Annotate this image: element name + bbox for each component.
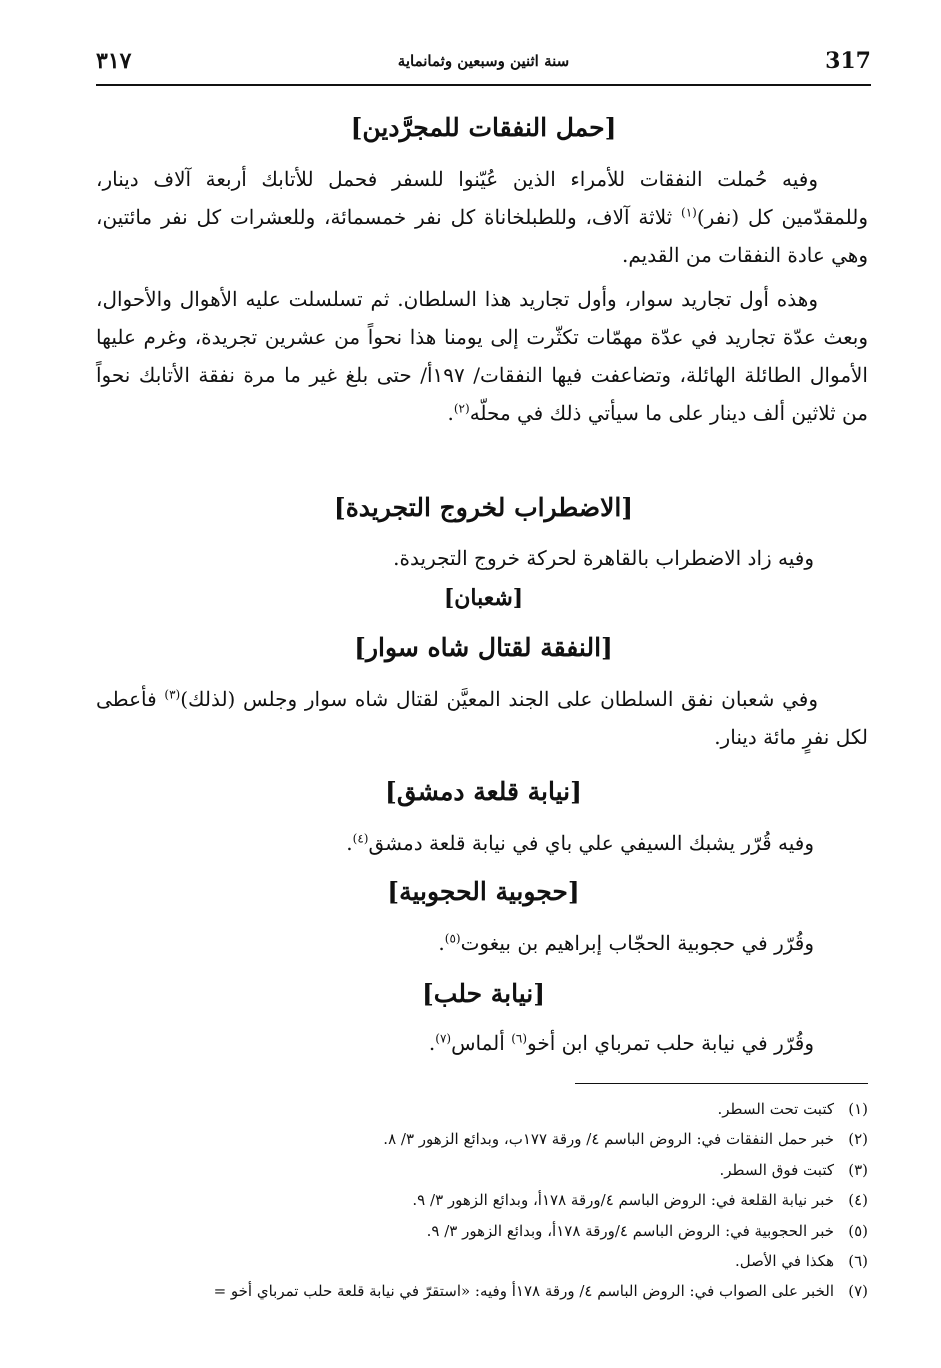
footnote: (٦)هكذا في الأصل. bbox=[734, 1252, 868, 1271]
footnote-ref: (٥) bbox=[444, 931, 461, 946]
month-heading: [شعبان] bbox=[443, 585, 524, 611]
section-heading: [حمل النفقات للمجرَّدين] bbox=[350, 113, 617, 142]
header-rule bbox=[96, 84, 871, 86]
footnote: (٧)الخبر على الصواب في: الروض الباسم ٤/ ورقة ١٧٨أ وفيه: «استقرّ في نيابة قلعة حلب تمرباي أخو = bbox=[213, 1282, 868, 1301]
section-heading: [حجوبية الحجوبية] bbox=[387, 877, 580, 906]
paragraph: وفي شعبان نفق السلطان على الجند المعيَّن لقتال شاه سوار وجلس (لذلك)$^{(٣)}$ فأعطى لكل نفرٍ مائة دينار. bbox=[96, 687, 868, 749]
footnote: (١)كتبت تحت السطر. bbox=[717, 1100, 868, 1118]
section-heading: [الاضطراب لخروج التجريدة] bbox=[333, 493, 634, 522]
page-number-latin: 317 bbox=[825, 48, 871, 74]
footnote-separator bbox=[575, 1083, 868, 1084]
footnotes-list bbox=[74, 1094, 868, 1307]
paragraph: وقُرّر في نيابة حلب تمرباي ابن أخو$^{(٦)}$ ألماس$^{(٧)}$. bbox=[428, 1031, 814, 1055]
running-title: سنة اثنين وسبعين وثمانماية bbox=[397, 52, 570, 70]
footnote-ref: (٧) bbox=[435, 1031, 452, 1046]
page-header bbox=[96, 48, 871, 84]
footnote: (٤)خبر نيابة القلعة في: الروض الباسم ٤/ورقة ١٧٨أ، وبدائع الزهور ٣/ ٩. bbox=[412, 1191, 868, 1210]
section-heading: [النفقة لقتال شاه سوار] bbox=[354, 633, 613, 662]
footnote-ref: (٣) bbox=[164, 687, 181, 702]
footnote: (٥)خبر الحجوبية في: الروض الباسم ٤/ورقة ١٧٨أ، وبدائع الزهور ٣/ ٩. bbox=[426, 1221, 868, 1240]
footnote: (٢)خبر حمل النفقات في: الروض الباسم ٤/ ورقة ١٧٧ب، وبدائع الزهور ٣/ ٨. bbox=[383, 1130, 868, 1149]
section-heading: [نيابة حلب] bbox=[421, 979, 546, 1008]
paragraph: وفيه زاد الاضطراب بالقاهرة لحركة خروج التجريدة. bbox=[393, 546, 814, 570]
footnote-ref: (١) bbox=[681, 205, 697, 220]
footnote: (٣)كتبت فوق السطر. bbox=[719, 1160, 868, 1179]
section-heading: [نيابة قلعة دمشق] bbox=[385, 777, 582, 806]
footnote-ref: (٦) bbox=[511, 1031, 528, 1046]
page-number-arabic: ٣١٧ bbox=[96, 48, 132, 74]
paragraph: وفيه حُملت النفقات للأمراء الذين عُيّنوا للسفر فحمل للأتابك أربعة آلاف دينار، وللمقدّمين كل (نفر)$^{(١)}$ ثلاثة آلاف، وللطبلخاناة كل نفر خمسمائة، وللعشرات كل نفر مائتين، وهي عادة النفقات من القديم. bbox=[96, 167, 868, 267]
footnote-ref: (٢) bbox=[453, 401, 470, 416]
paragraph: وهذه أول تجاريد سوار، وأول تجاريد هذا السلطان. ثم تسلسلت عليه الأهوال والأحوال، وبعث عدّة تجاريد في عدّة مهمّات تكثّرت إلى يومنا هذا نحواً من عشرين تجريدة، وغرم عليها الأموال الطائلة الهائلة، وتضاعفت فيها النفقات/ ١٩٧أ/ حتى بلغ غير ما مرة نفقة الأتابك نحواً من ثلاثين ألف دينار على ما سيأتي ذلك في محلّه$^{(٢)}$. bbox=[96, 287, 868, 425]
footnote-ref: (٤) bbox=[352, 831, 369, 846]
paragraph: وقُرّر في حجوبية الحجّاب إبراهيم بن بيغوت$^{(٥)}$. bbox=[438, 931, 814, 955]
paragraph: وفيه قُرّر يشبك السيفي علي باي في نيابة قلعة دمشق$^{(٤)}$. bbox=[346, 831, 814, 855]
